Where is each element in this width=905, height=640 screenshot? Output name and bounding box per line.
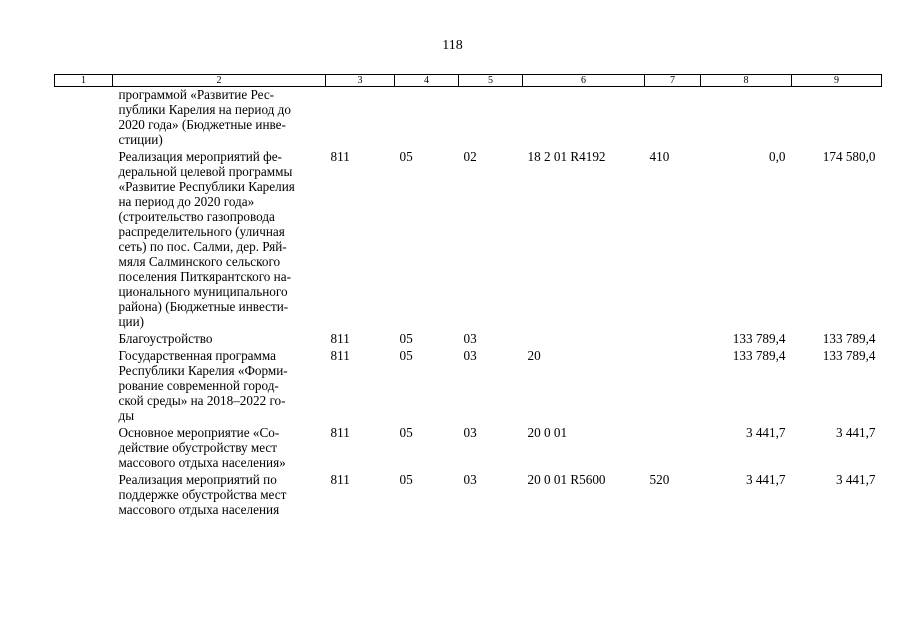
cell-ministry: 811	[330, 425, 350, 440]
cell-amount-8: 133 789,4	[732, 348, 786, 363]
cell-name: Реализация мероприятий по поддержке обустройства мест массового отдыха населения	[118, 472, 287, 517]
cell-section: 05	[399, 331, 413, 346]
cell-col1	[55, 87, 113, 150]
table-header	[55, 75, 882, 87]
cell-amount-9	[792, 87, 882, 150]
cell-target-article: 18 2 01 R4192	[527, 149, 606, 164]
header-col-4: 4	[395, 75, 459, 87]
table-row	[55, 87, 882, 150]
cell-name: программой «Развитие Рес- публики Карелия на период до 2020 года» (Бюджетные инве- стиции)	[118, 87, 291, 147]
table-row	[55, 331, 882, 348]
cell-amount-9: 133 789,4	[822, 348, 876, 363]
cell-section: 05	[399, 472, 413, 487]
header-col-3: 3	[326, 75, 395, 87]
cell-ministry: 811	[330, 149, 350, 164]
cell-amount-9: 3 441,7	[835, 425, 876, 440]
cell-target-article: 20	[527, 348, 541, 363]
cell-expense-type	[645, 331, 701, 348]
header-col-7: 7	[645, 75, 701, 87]
cell-section	[395, 87, 459, 150]
cell-subsection: 03	[463, 425, 477, 440]
cell-subsection: 03	[463, 348, 477, 363]
header-col-9: 9	[792, 75, 882, 87]
cell-target-article	[523, 87, 645, 150]
header-col-6: 6	[523, 75, 645, 87]
header-row	[55, 75, 882, 87]
cell-amount-8: 133 789,4	[732, 331, 786, 346]
cell-section: 05	[399, 348, 413, 363]
cell-ministry: 811	[330, 331, 350, 346]
cell-target-article	[523, 331, 645, 348]
header-col-1: 1	[55, 75, 113, 87]
cell-col1	[55, 149, 113, 331]
cell-name: Государственная программа Республики Карелия «Форми- рование современной город- ской среды» на 2018–2022 го- ды	[118, 348, 288, 423]
cell-amount-9: 174 580,0	[822, 149, 876, 164]
cell-target-article: 20 0 01	[527, 425, 568, 440]
cell-ministry	[326, 87, 395, 150]
cell-subsection: 03	[463, 472, 477, 487]
cell-expense-type: 410	[649, 149, 670, 164]
cell-amount-8: 3 441,7	[745, 472, 786, 487]
cell-amount-8: 3 441,7	[745, 425, 786, 440]
cell-col1	[55, 348, 113, 425]
cell-expense-type	[645, 348, 701, 425]
cell-amount-9: 133 789,4	[822, 331, 876, 346]
header-col-5: 5	[459, 75, 523, 87]
header-col-2: 2	[113, 75, 326, 87]
cell-target-article: 20 0 01 R5600	[527, 472, 606, 487]
cell-amount-9: 3 441,7	[835, 472, 876, 487]
cell-ministry: 811	[330, 348, 350, 363]
cell-col1	[55, 472, 113, 519]
table-row	[55, 149, 882, 331]
cell-subsection: 02	[463, 149, 477, 164]
table-body	[55, 87, 882, 520]
cell-expense-type	[645, 425, 701, 472]
cell-subsection: 03	[463, 331, 477, 346]
table-row	[55, 348, 882, 425]
budget-table	[54, 74, 882, 519]
cell-section: 05	[399, 425, 413, 440]
page-number: 118	[442, 38, 463, 53]
cell-subsection	[459, 87, 523, 150]
cell-name: Реализация мероприятий фе- деральной целевой программы «Развитие Республики Карелия на период до 2020 года» (строительство газопровода распределительного (уличная сеть) по пос. Салми, дер. Ряй- мяля Салминского сельского поселения Питкярантского на- ционального муниципального района) (Бюджетные инвести- ции)	[118, 149, 295, 329]
cell-ministry: 811	[330, 472, 350, 487]
cell-section: 05	[399, 149, 413, 164]
cell-col1	[55, 425, 113, 472]
table-row	[55, 425, 882, 472]
cell-amount-8	[701, 87, 792, 150]
cell-amount-8: 0,0	[769, 149, 786, 164]
table-row	[55, 472, 882, 519]
cell-name: Благоустройство	[118, 331, 213, 346]
cell-name: Основное мероприятие «Со- действие обустройству мест массового отдыха населения»	[118, 425, 286, 470]
cell-expense-type	[645, 87, 701, 150]
cell-col1	[55, 331, 113, 348]
cell-expense-type: 520	[649, 472, 670, 487]
header-col-8: 8	[701, 75, 792, 87]
